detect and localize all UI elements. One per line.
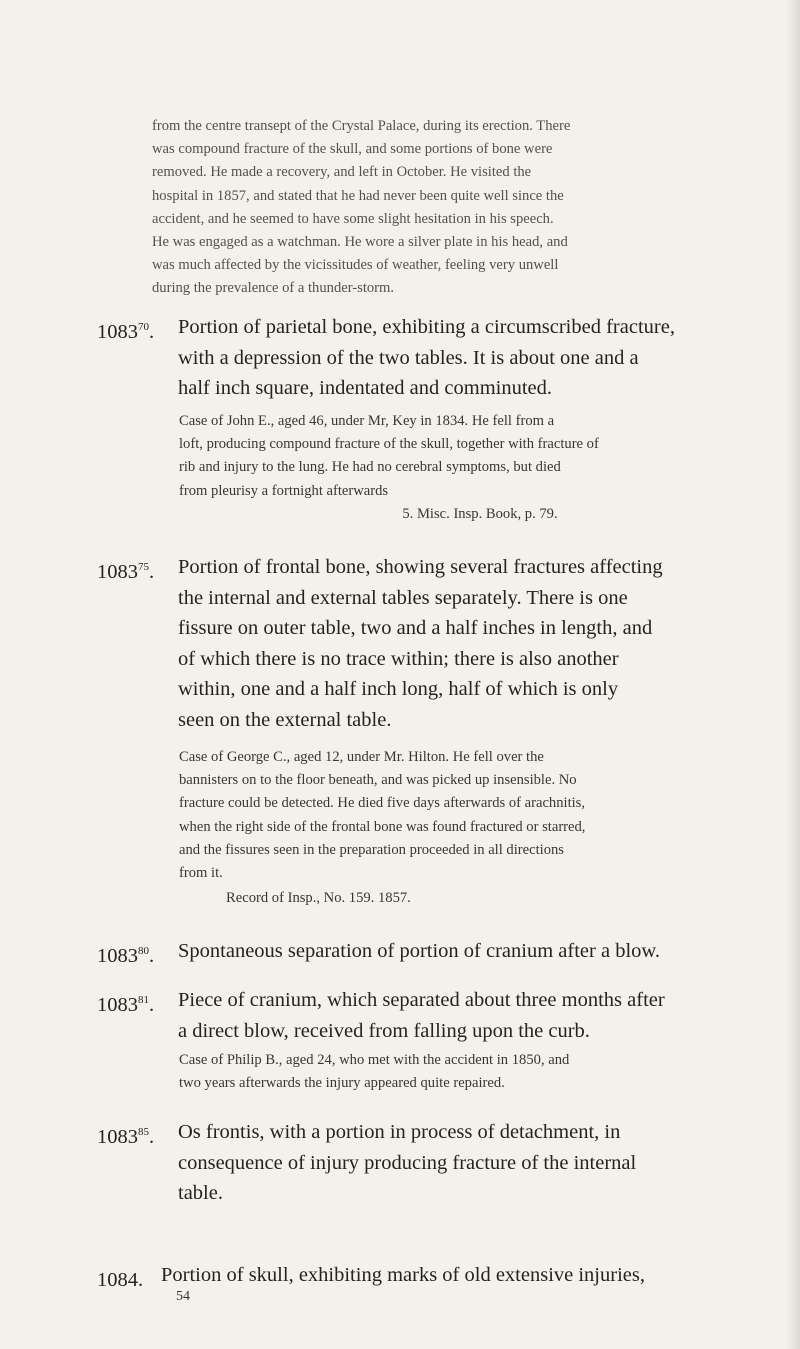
entry-title-line: Os frontis, with a portion in process of detachment, in xyxy=(178,1121,621,1143)
intro-line: was compound fracture of the skull, and some portions of bone were xyxy=(152,141,553,158)
catalogue-entry xyxy=(97,985,757,1046)
intro-line: hospital in 1857, and stated that he had never been quite well since the xyxy=(152,187,564,204)
entry-title-line: Portion of frontal bone, showing several fractures affecting xyxy=(178,556,663,578)
entry-title-line: with a depression of the two tables. It is about one and a xyxy=(178,346,639,369)
entry-number: 1083$^{80}$. xyxy=(97,945,155,967)
intro-line: accident, and he seemed to have some slight hesitation in his speech. xyxy=(152,210,554,227)
case-line: two years afterwards the injury appeared quite repaired. xyxy=(179,1075,505,1092)
intro-line: removed. He made a recovery, and left in October. He visited the xyxy=(152,164,532,181)
page-number: 54 xyxy=(176,1289,190,1304)
entry-title-line: Portion of skull, exhibiting marks of old extensive injuries, xyxy=(161,1264,645,1286)
intro-line: He was engaged as a watchman. He wore a silver plate in his head, and xyxy=(152,234,568,251)
entry-number: 1083$^{85}$. xyxy=(97,1126,155,1148)
case-line: when the right side of the frontal bone was found fractured or starred, xyxy=(179,818,586,835)
entry-title-line: within, one and a half inch long, half of which is only xyxy=(178,678,619,700)
entry-number-sup: 85 xyxy=(138,1126,149,1138)
entry-number: 1083$^{81}$. xyxy=(97,994,155,1016)
case-line: and the fissures seen in the preparation proceeded in all directions xyxy=(179,841,564,858)
entry-title-line: half inch square, indentated and comminuted. xyxy=(178,377,553,399)
reference-line: Record of Insp., No. 159. 1857. xyxy=(226,890,411,906)
case-paragraph xyxy=(179,410,749,503)
entry-number-sup: 70 xyxy=(138,321,149,333)
case-paragraph xyxy=(179,1049,749,1095)
entry-number-sup: 80 xyxy=(138,945,149,957)
case-line: rib and injury to the lung. He had no cerebral symptoms, but died xyxy=(179,459,561,476)
entry-title-line: of which there is no trace within; there is also another xyxy=(178,647,619,670)
intro-line: was much affected by the vicissitudes of weather, feeling very unwell xyxy=(152,257,559,274)
case-line: Case of Philip B., aged 24, who met with the accident in 1850, and xyxy=(179,1052,570,1068)
entry-number: 1083$^{70}$. xyxy=(97,321,155,343)
entry-title-line: fissure on outer table, two and a half inches in length, and xyxy=(178,617,653,639)
case-line: fracture could be detected. He died five days afterwards of arachnitis, xyxy=(179,795,586,812)
entry-title-line: Piece of cranium, which separated about three months after xyxy=(178,989,665,1011)
case-line: Case of John E., aged 46, under Mr, Key in 1834. He fell from a xyxy=(179,413,555,429)
case-paragraph xyxy=(179,746,749,885)
entry-title-line: the internal and external tables separately. There is one xyxy=(178,586,628,609)
case-line: loft, producing compound fracture of the skull, together with fracture of xyxy=(179,436,599,453)
catalogue-entry xyxy=(97,312,757,404)
case-line: bannisters on to the floor beneath, and was picked up insensible. No xyxy=(179,772,577,789)
catalogue-entry xyxy=(97,936,767,967)
catalogue-entry xyxy=(97,1117,757,1209)
catalogue-entry xyxy=(97,552,757,735)
entry-number: 1084. xyxy=(97,1269,144,1291)
entry-number: 1083$^{75}$. xyxy=(97,561,155,583)
entry-title-line: Portion of parietal bone, exhibiting a circumscribed fracture, xyxy=(178,316,675,338)
entry-title-line: consequence of injury producing fracture of the internal xyxy=(178,1151,637,1174)
entry-title-line: seen on the external table. xyxy=(178,708,392,731)
page-edge-shadow xyxy=(786,0,800,1349)
entry-title-line: Spontaneous separation of portion of cranium after a blow. xyxy=(178,940,660,962)
intro-line: from the centre transept of the Crystal Palace, during its erection. There xyxy=(152,118,571,134)
entry-title-line: a direct blow, received from falling upon the curb. xyxy=(178,1019,590,1042)
entry-number-sup: 75 xyxy=(138,561,149,573)
reference-line: 5. Misc. Insp. Book, p. 79. xyxy=(402,506,558,522)
entry-title-line: table. xyxy=(178,1182,223,1204)
intro-paragraph xyxy=(152,115,748,301)
catalogue-entry xyxy=(97,1260,767,1291)
case-line: Case of George C., aged 12, under Mr. Hilton. He fell over the xyxy=(179,749,544,765)
entry-number-sup: 81 xyxy=(138,994,149,1006)
case-line: from it. xyxy=(179,865,223,882)
intro-line: during the prevalence of a thunder-storm. xyxy=(152,280,395,297)
case-line: from pleurisy a fortnight afterwards xyxy=(179,482,389,499)
